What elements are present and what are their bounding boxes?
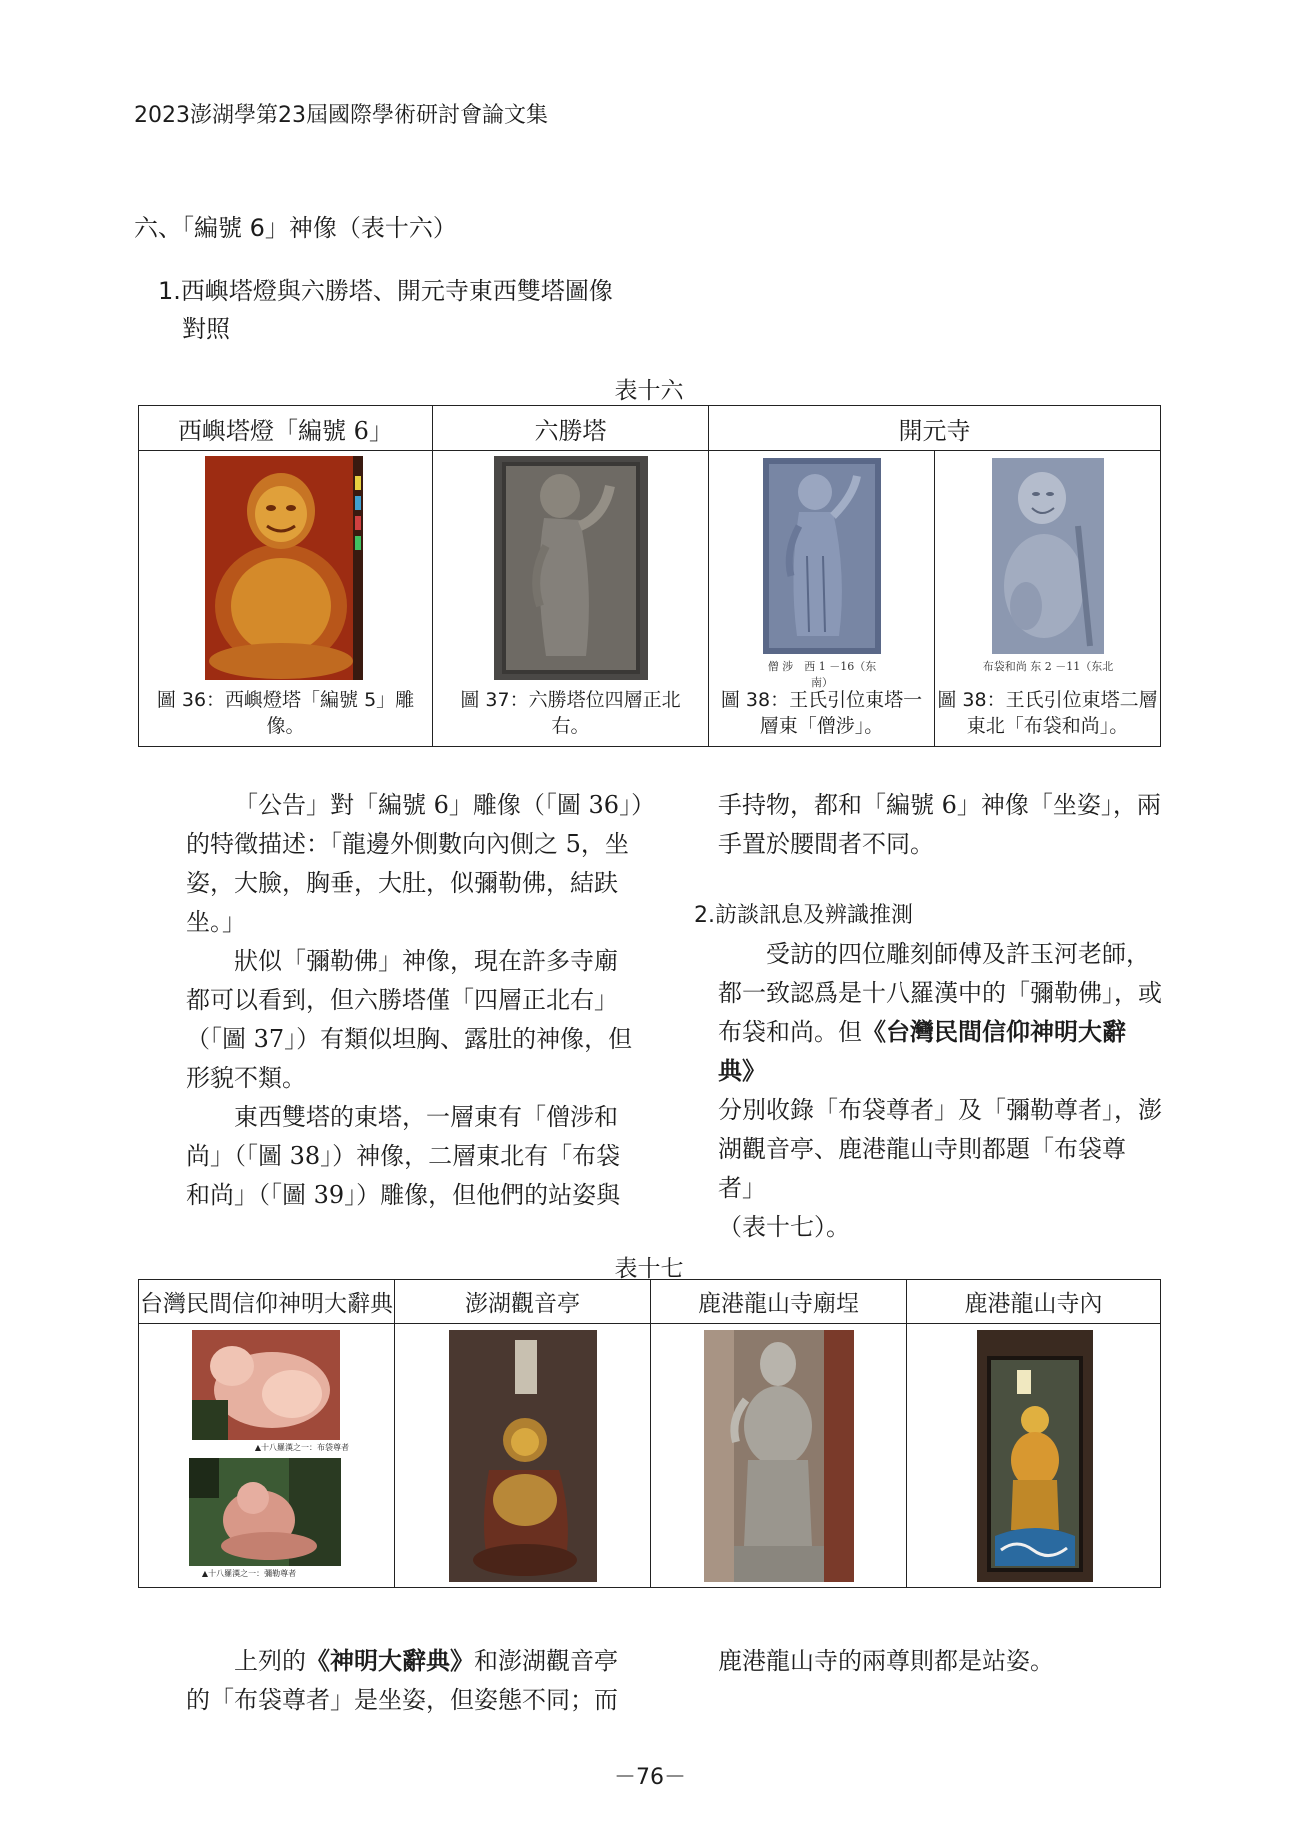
subsection-title [158, 272, 613, 348]
body-right-p2-line6: （表十七）。 [718, 1213, 850, 1241]
body-left-p2-line4: 形貌不類。 [186, 1064, 306, 1092]
body-right-p2-line1: 受訪的四位雕刻師傅及許玉河老師， [766, 940, 1150, 968]
fig37-caption-line2: 右。 [551, 715, 590, 737]
body-left-p1-line2: 的特徵描述：「龍邊外側數向內側之 5，坐 [186, 830, 629, 858]
fig39-caption-line2: 東北「布袋和尚」。 [966, 715, 1129, 737]
dictionary-inset-label-2: ▲十八羅漢之一：彌勒尊者 [201, 1569, 297, 1578]
bottom-left-para [186, 1642, 656, 1720]
body-right-p2-line5: 湖觀音亭、鹿港龍山寺則都題「布袋尊者」 [718, 1135, 1126, 1202]
body-left-p2-line1: 狀似「彌勒佛」神像，現在許多寺廟 [234, 947, 618, 975]
longshan-inside-photo [977, 1330, 1093, 1582]
body-left-p1-line3: 姿，大臉，胸垂，大肚，似彌勒佛，結趺 [186, 869, 618, 897]
table17-header-longshan-inside: 鹿港龍山寺內 [907, 1280, 1161, 1324]
fig37-photo [494, 456, 648, 680]
table16-cell-fig37 [433, 451, 709, 747]
table17-cell-guanyin [395, 1324, 651, 1588]
table17-header-guanyin: 澎湖觀音亭 [395, 1280, 651, 1324]
fig39-photo [990, 456, 1106, 680]
table16-caption: 表十六 [614, 378, 684, 404]
fig37-caption [433, 687, 708, 739]
fig38-photo-label: 僧 涉 西 1 －16（东南） [767, 660, 877, 689]
fig36-photo [205, 456, 363, 680]
body-right-p1-line2: 手置於腰間者不同。 [718, 830, 934, 858]
table17-header-longshan-courtyard: 鹿港龍山寺廟埕 [651, 1280, 907, 1324]
body-left-p3-line1: 東西雙塔的東塔，一層東有「僧涉和 [234, 1103, 618, 1131]
bottom-left-line2: 的「布袋尊者」是坐姿，但姿態不同；而 [186, 1686, 618, 1714]
fig37-caption-line1: 圖 37：六勝塔位四層正北 [460, 689, 681, 711]
fig39-caption-line1: 圖 38：王氏引位東塔二層 [937, 689, 1158, 711]
body-left-p3-line2: 尚」（「圖 38」）神像，二層東北有「布袋 [186, 1142, 621, 1170]
body-left-p1-line1: 「公告」對「編號 6」雕像（「圖 36」） [234, 791, 656, 819]
body-left-column [186, 786, 656, 1215]
body-left-p2-line3: （「圖 37」）有類似坦胸、露肚的神像，但 [186, 1025, 633, 1053]
table16-header-liusheng: 六勝塔 [433, 406, 709, 451]
bottom-left-column [186, 1642, 656, 1720]
guanyin-photo [449, 1330, 597, 1582]
body-right-p1-line1: 手持物，都和「編號 6」神像「坐姿」，兩 [718, 791, 1161, 819]
body-right-para-2 [718, 935, 1163, 1247]
body-right-p2-line2: 都一致認爲是十八羅漢中的「彌勒佛」，或 [718, 979, 1162, 1007]
body-right-p2-line4: 分別收錄「布袋尊者」及「彌勒尊者」，澎 [718, 1096, 1162, 1124]
table17 [138, 1279, 1161, 1588]
bottom-left-book-title: 《神明大辭典》 [306, 1647, 474, 1675]
table17-cell-longshan-inside [907, 1324, 1161, 1588]
bottom-right-column [718, 1642, 1163, 1681]
bottom-right-para: 鹿港龍山寺的兩尊則都是站姿。 [718, 1647, 1054, 1675]
body-left-para-2 [186, 942, 656, 1098]
table16 [138, 405, 1161, 747]
fig38-caption-line1: 圖 38：王氏引位東塔一 [720, 689, 923, 711]
fig38-caption-line2: 層東「僧涉」。 [759, 715, 884, 737]
table16-cell-fig38-east1 [709, 451, 935, 747]
fig39-photo-label: 布袋和尚 东 2 －11（东北 [982, 660, 1114, 673]
subsection-2-title: 2.訪談訊息及辨識推測 [694, 903, 913, 928]
table16-header-xiyu: 西嶼塔燈「編號 6」 [139, 406, 433, 451]
section-title: 六、「編號 6」神像（表十六） [134, 214, 457, 242]
dictionary-inset-label-1: ▲十八羅漢之一：布袋尊者 [254, 1443, 349, 1452]
fig38-caption [709, 687, 934, 739]
longshan-courtyard-photo [704, 1330, 854, 1582]
fig39-caption [935, 687, 1160, 739]
body-right-p2-line3a: 布袋和尚。但 [718, 1018, 862, 1046]
table17-caption: 表十七 [614, 1256, 684, 1282]
page-number: －76－ [614, 1765, 686, 1790]
fig36-caption-line1: 圖 36：西嶼燈塔「編號 5」雕 [156, 689, 415, 711]
body-right-column [694, 786, 1163, 1247]
dictionary-photo-budai [192, 1330, 340, 1456]
fig36-caption-line2: 像。 [266, 715, 305, 737]
fig38-photo [761, 456, 883, 680]
body-left-para-3 [186, 1098, 656, 1215]
body-left-para-1 [186, 786, 656, 942]
table17-header-dictionary: 台灣民間信仰神明大辭典 [139, 1280, 395, 1324]
dictionary-photo-maitreya [189, 1458, 341, 1580]
table16-cell-fig38-east2 [935, 451, 1161, 747]
body-left-p2-line2: 都可以看到，但六勝塔僅「四層正北右」 [186, 986, 618, 1014]
running-head: 2023澎湖學第23屆國際學術研討會論文集 [134, 103, 548, 128]
bottom-left-line1a: 上列的 [234, 1647, 306, 1675]
table17-cell-dictionary [139, 1324, 395, 1588]
body-right-para-1 [718, 786, 1163, 864]
table16-header-kaiyuan: 開元寺 [709, 406, 1161, 451]
body-left-p3-line3: 和尚」（「圖 39」）雕像，但他們的站姿與 [186, 1181, 621, 1209]
body-right-p2-book-title: 《台灣民間信仰神明大辭典》 [718, 1018, 1126, 1085]
table16-cell-fig36 [139, 451, 433, 747]
table17-cell-longshan-courtyard [651, 1324, 907, 1588]
subsection-title-line2: 對照 [182, 315, 230, 343]
subsection-title-line1: 1.西嶼塔燈與六勝塔、開元寺東西雙塔圖像 [158, 277, 613, 305]
fig36-caption [139, 687, 432, 739]
bottom-left-line1b: 和澎湖觀音亭 [474, 1647, 618, 1675]
body-left-p1-line4: 坐。」 [186, 908, 246, 936]
